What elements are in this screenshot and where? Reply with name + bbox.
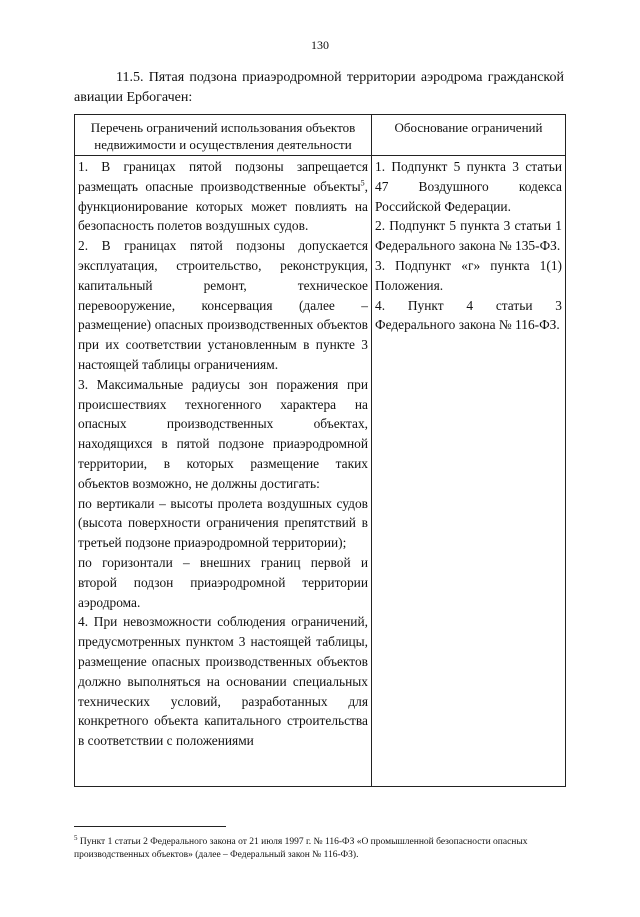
footnote-mark: 5 — [74, 834, 78, 842]
header-justification: Обоснование ограничений — [372, 115, 566, 156]
justification-item-4: 4. Пункт 4 статьи 3 Федерального закона № 116-ФЗ. — [375, 297, 562, 333]
restriction-item-2: 2. В границах пятой подзоны допускается эксплуатация, строительство, реконструкция, капитальный ремонт, техническое перевооружение, консервация (далее – размещение) опасных производственных объектов при их соответствии установленным в пункте 3 настоящей таблицы ограничениям. — [78, 238, 368, 372]
restriction-item-3-horizontal: по горизонтали – внешних границ первой и второй подзон приаэродромной территории аэродрома. — [78, 554, 368, 610]
page-number: 130 — [311, 38, 329, 52]
footnote-divider — [74, 826, 226, 827]
restrictions-cell — [75, 156, 372, 787]
section-heading: 11.5. Пятая подзона приаэродромной территории аэродрома гражданской авиации Ербогачен: — [74, 70, 564, 105]
header-restrictions-list: Перечень ограничений использования объектов недвижимости и осуществления деятельности — [75, 115, 372, 156]
justification-item-1: 1. Подпункт 5 пункта 3 статьи 47 Воздушного кодекса Российской Федерации. — [375, 159, 562, 214]
table-header-row — [75, 115, 566, 156]
table-row — [75, 156, 566, 787]
restriction-item-1: 1. В границах пятой подзоны запрещается размещать опасные производственные объекты$^5$, функционирование которых может повлиять на безопасность полетов воздушных судов. — [78, 159, 368, 234]
justification-item-3: 3. Подпункт «г» пункта 1(1) Положения. — [375, 257, 562, 293]
justification-cell — [372, 156, 566, 787]
footnote — [74, 832, 564, 862]
footnote-text: Пункт 1 статьи 2 Федерального закона от 21 июля 1997 г. № 116-ФЗ «О промышленной безопасности опасных производственных объектов» (далее – Федеральный закон № 116-ФЗ). — [74, 837, 528, 861]
footnote-ref: 5 — [360, 178, 365, 188]
restriction-item-3: 3. Максимальные радиусы зон поражения при происшествиях техногенного характера на опасных производственных объектах, находящихся в пятой подзоне приаэродромной территории, в которых размещение таких объектов возможно, не должны достигать: — [78, 376, 368, 491]
justification-item-2: 2. Подпункт 5 пункта 3 статьи 1 Федерального закона № 135-ФЗ. — [375, 218, 562, 254]
restriction-item-4: 4. При невозможности соблюдения ограничений, предусмотренных пунктом 3 настоящей таблицы, размещение опасных производственных объектов должно выполняться на основании специальных технических условий, разработанных для конкретного объекта капитального строительства в соответствии с положениями — [78, 614, 368, 749]
restriction-item-3-vertical: по вертикали – высоты пролета воздушных судов (высота поверхности ограничения препятствий в третьей подзоне приаэродромной территории); — [78, 495, 368, 551]
restrictions-table — [74, 114, 566, 787]
